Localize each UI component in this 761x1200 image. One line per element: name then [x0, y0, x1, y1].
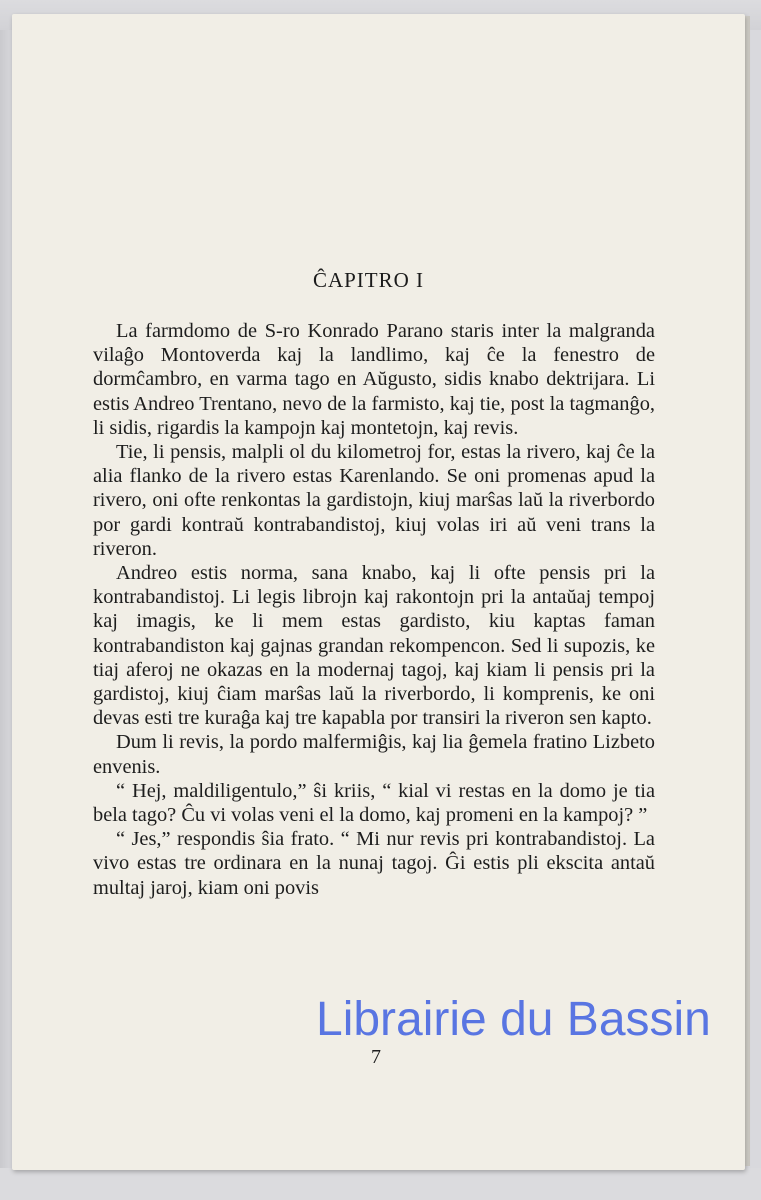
page-left-margin-shadow [0, 0, 12, 1200]
paragraph-2: Tie, li pensis, malpli ol du kilometroj for, estas la rivero, kaj ĉe la alia flanko de la rivero estas Karenlando. Se oni promenas apud la rivero, oni ofte renkontas la gardistojn, kiuj marŝas laŭ la riverbordo por gardi kontraŭ kontrabandistoj, kiuj volas iri aŭ veni trans la riveron. [93, 441, 655, 560]
paragraph-5: “ Hej, maldiligentulo,” ŝi kriis, “ kial vi restas en la domo je tia bela tago? Ĉu vi volas veni el la domo, kaj promeni en la kampoj? ” [93, 779, 655, 827]
page-number: 7 [371, 1046, 381, 1068]
paragraph-4: Dum li revis, la pordo malfermiĝis, kaj lia ĝemela fratino Lizbeto envenis. [93, 731, 655, 778]
watermark: Librairie du Bassin [316, 993, 711, 1046]
paragraph-6: “ Jes,” respondis ŝia frato. “ Mi nur revis pri kontrabandistoj. La vivo estas tre ordinara en la nunaj tagoj. Ĝi estis pli ekscita antaŭ multaj jaroj, kiam oni povis [93, 828, 655, 899]
background-bottom [0, 1168, 761, 1200]
paragraph-3: Andreo estis norma, sana knabo, kaj li ofte pensis pri la kontrabandistoj. Li legis librojn kaj rakontojn pri la antaŭaj tempoj kaj imagis, ke li mem estas gardisto, kiu kaptas faman kontrabandiston kaj gajnas grandan rekompencon. Sed li supozis, ke tiaj aferoj ne okazas en la modernaj tagoj, kaj kiam li pensis pri la gardistoj, kiuj ĉiam marŝas laŭ la riverbordo, li komprenis, ke oni devas esti tre kuraĝa kaj tre kapabla por transiri la riveron sen kapto. [93, 562, 655, 730]
body-text [93, 319, 655, 900]
chapter-title: ĈAPITRO I [312, 268, 425, 292]
paragraph-1: La farmdomo de S-ro Konrado Parano staris inter la malgranda vilaĝo Montoverda kaj la landlimo, kaj ĉe la fenestro de dormĉambro, en varma tago en Aŭgusto, sidis knabo dektrijara. Li estis Andreo Trentano, nevo de la farmisto, kaj tie, post la tagmanĝo, li sidis, rigardis la kampojn kaj montetojn, kaj revis. [93, 320, 655, 439]
